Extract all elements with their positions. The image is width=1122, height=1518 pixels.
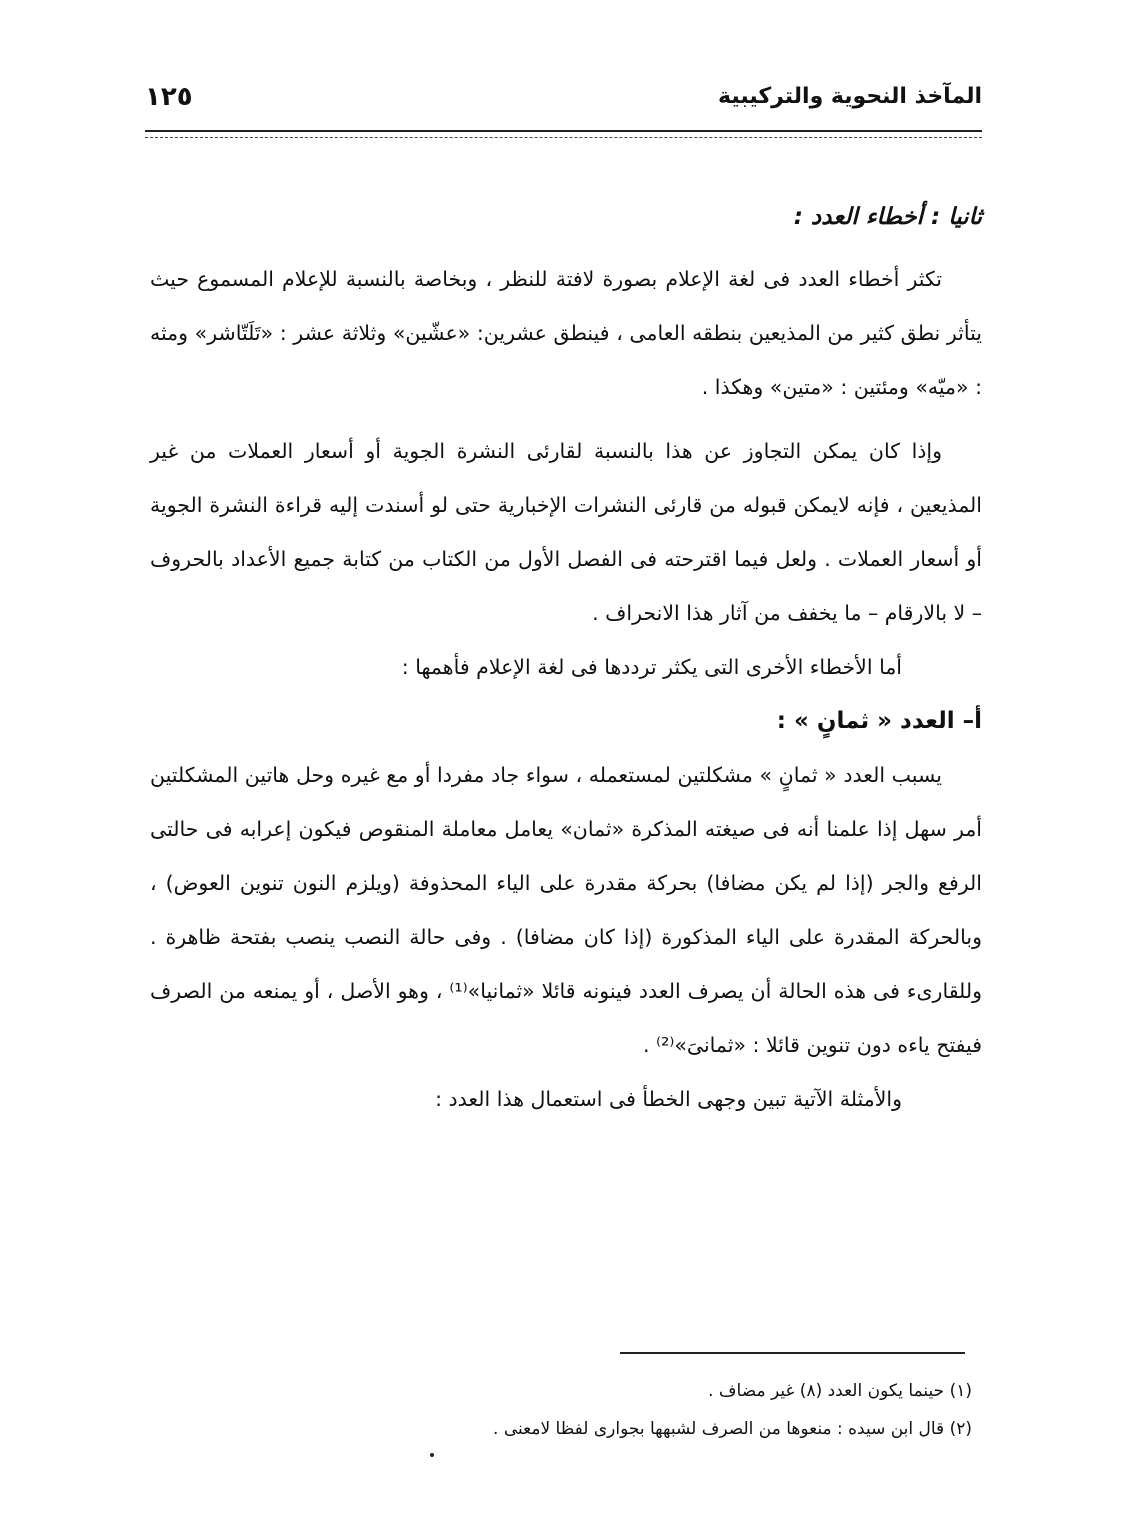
section-heading: ثانيا : أخطاء العدد : <box>793 204 982 230</box>
main-text <box>150 190 982 1126</box>
spacer <box>150 414 982 424</box>
footnote-1: (١) حينما يكون العدد (٨) غير مضاف . <box>708 1381 972 1401</box>
footnote-2: (٢) قال ابن سيده : منعوها من الصرف لشبهها بجوارى لفظا لامعنى . <box>493 1419 972 1439</box>
footnote-rule <box>620 1352 965 1354</box>
paragraph-4: يسبب العدد « ثمانٍ » مشكلتين لمستعمله ، سواء جاد مفردا أو مع غيره وحل هاتين المشكلتين أمر سهل إذا علمنا أنه فى صيغته المذكرة «ثمان» يعامل معاملة المنقوص فيكون إعرابه فى حالتى الرفع والجر (إذا لم يكن مضافا) بحركة مقدرة على الياء المحذوفة (ويلزم النون تنوين العوض) ، وبالحركة المقدرة على الياء المذكورة (إذا كان مضافا) . وفى حالة النصب ينصب بفتحة ظاهرة . وللقارىء فى هذه الحالة أن يصرف العدد فينونه قائلا «ثمانيا»⁽¹⁾ ، وهو الأصل ، أو يمنعه من الصرف فيفتح ياءه دون تنوين قائلا : «ثمانىَ»⁽²⁾ . <box>150 763 982 1057</box>
page-header <box>145 82 982 122</box>
header-rule <box>145 130 982 138</box>
paragraph-2: وإذا كان يمكن التجاوز عن هذا بالنسبة لقارئى النشرة الجوية أو أسعار العملات من غير المذيعين ، فإنه لايمكن قبوله من قارئى النشرات الإخبارية حتى لو أسندت إليه قراءة النشرة الجوية أو أسعار العملات . ولعل فيما اقترحته فى الفصل الأول من الكتاب من كتابة جميع الأعداد بالحروف – لا بالارقام – ما يخفف من آثار هذا الانحراف . <box>150 439 982 625</box>
paragraph-1: تكثر أخطاء العدد فى لغة الإعلام بصورة لافتة للنظر ، وبخاصة بالنسبة للإعلام المسموع حيث يتأثر نطق كثير من المذيعين بنطقه العامى ، فينطق عشرين: «عشّين» وثلاثة عشر : «تَلَتّاشر» ومثه : «ميّه» ومئتين : «متين» وهكذا . <box>150 267 982 399</box>
page-number: ١٢٥ <box>145 82 193 112</box>
footnotes <box>150 1372 972 1448</box>
page-mark <box>430 1453 434 1457</box>
paragraph-5: والأمثلة الآتية تبين وجهى الخطأ فى استعمال هذا العدد : <box>435 1087 902 1111</box>
paragraph-3: أما الأخطاء الأخرى التى يكثر ترددها فى لغة الإعلام فأهمها : <box>401 655 902 679</box>
running-title: المآخذ النحوية والتركيبية <box>718 84 982 109</box>
subsection-heading: أ– العدد « ثمانٍ » : <box>776 708 982 734</box>
